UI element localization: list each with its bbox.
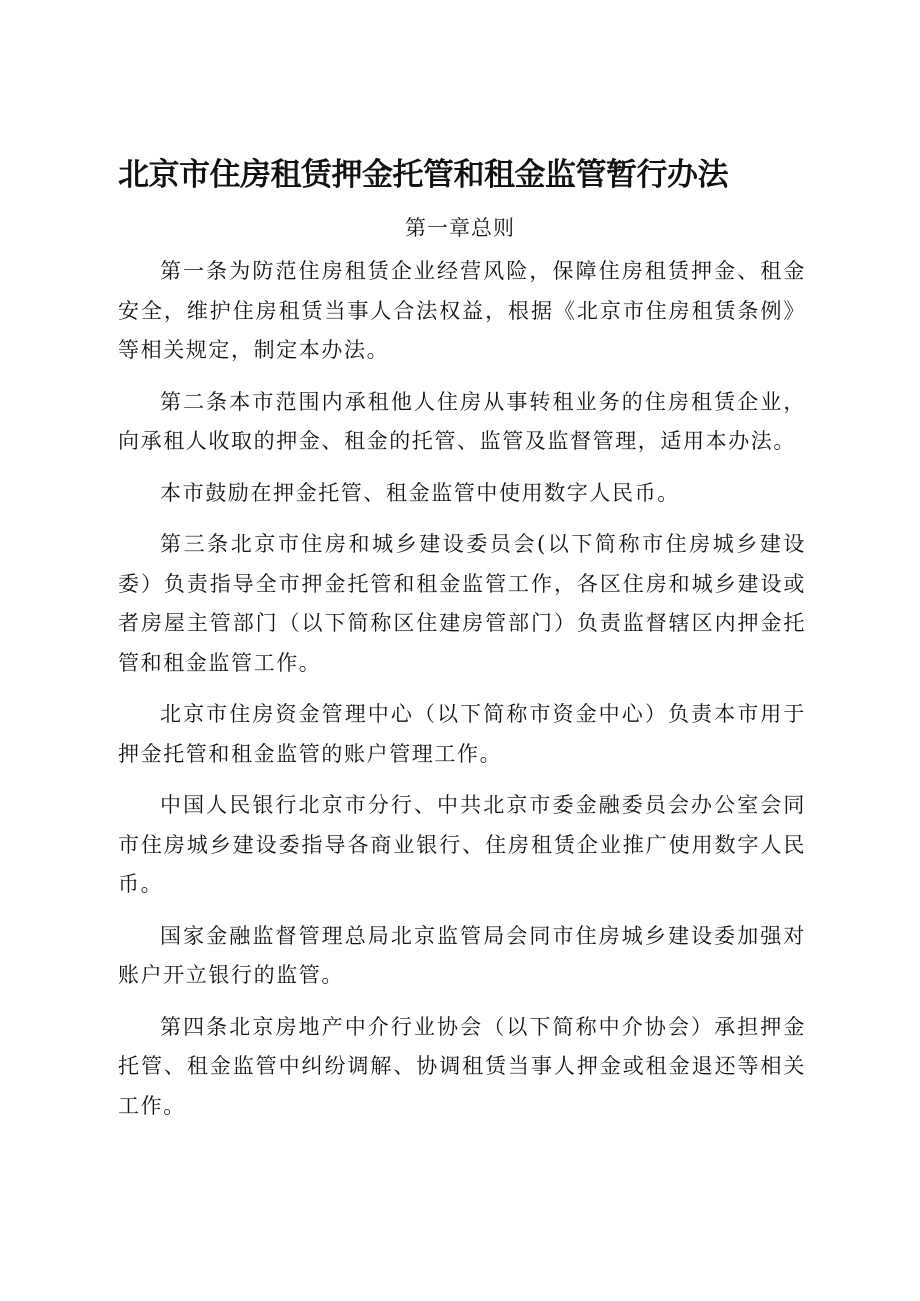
pboc-paragraph: 中国人民银行北京市分行、中共北京市委金融委员会办公室会同市住房城乡建设委指导各商业银行、住房租赁企业推广使用数字人民币。 <box>118 793 806 896</box>
article-1-paragraph: 第一条为防范住房租赁企业经营风险，保障住房租赁押金、租金安全，维护住房租赁当事人合法权益，根据《北京市住房租赁条例》等相关规定，制定本办法。 <box>118 259 806 362</box>
regulator-paragraph: 国家金融监督管理总局北京监管局会同市住房城乡建设委加强对账户开立银行的监管。 <box>118 923 806 987</box>
document-body <box>118 252 806 1138</box>
article-2-paragraph: 第二条本市范围内承租他人住房从事转租业务的住房租赁企业，向承租人收取的押金、租金的托管、监管及监督管理，适用本办法。 <box>118 389 806 453</box>
digital-rmb-paragraph: 本市鼓励在押金托管、租金监管中使用数字人民币。 <box>160 480 680 505</box>
chapter-heading: 第一章总则 <box>405 216 515 240</box>
article-4-paragraph: 第四条北京房地产中介行业协会（以下简称中介协会）承担押金托管、租金监管中纠纷调解、协调租赁当事人押金或租金退还等相关工作。 <box>118 1014 806 1118</box>
article-3-paragraph: 第三条北京市住房和城乡建设委员会(以下简称市住房城乡建设委）负责指导全市押金托管和租金监管工作，各区住房和城乡建设或者房屋主管部门（以下简称区住建房管部门）负责监督辖区内押金托管和租金监管工作。 <box>118 532 806 675</box>
document-title: 北京市住房租赁押金托管和租金监管暂行办法 <box>118 157 728 193</box>
fund-center-paragraph: 北京市住房资金管理中心（以下简称市资金中心）负责本市用于押金托管和租金监管的账户管理工作。 <box>118 702 806 766</box>
